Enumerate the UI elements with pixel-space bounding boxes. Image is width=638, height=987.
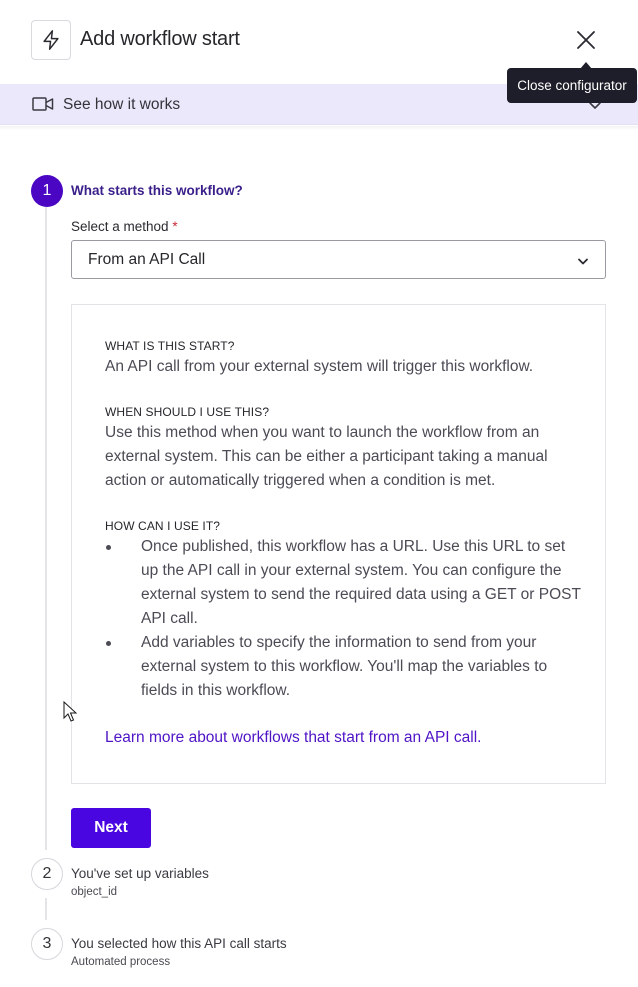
method-select-value: From an API Call [88,251,206,268]
next-button[interactable]: Next [71,808,151,848]
close-configurator-tooltip: Close configurator [507,68,637,103]
step-connector-2 [45,898,47,920]
how-bullet-2: Add variables to specify the information to send from your external system to this workflow. You'll map the variables to fields in this workflow. [141,634,548,699]
step-3-indicator: 3 [31,928,63,960]
what-text: An API call from your external system will trigger this workflow. [105,358,534,375]
step-3-title: You selected how this API call starts [71,936,287,951]
configurator-title: Add workflow start [80,28,240,50]
see-how-it-works-label: See how it works [63,96,181,113]
method-select[interactable] [71,240,606,279]
step-2-indicator: 2 [31,858,63,890]
method-info-panel [71,304,606,784]
what-heading: WHAT IS THIS START? [105,339,235,353]
method-select-label-text: Select a method [71,219,169,234]
step-connector-1 [45,206,47,850]
header-shadow [0,126,638,130]
lightning-bolt-icon [31,20,71,60]
bullet-dot [106,545,111,550]
video-camera-icon [32,96,54,117]
close-configurator-button[interactable] [570,24,602,56]
required-marker: * [172,219,178,234]
bullet-dot [106,641,111,646]
how-heading: HOW CAN I USE IT? [105,519,221,533]
step-3-subtitle: Automated process [71,956,171,968]
how-bullet-1: Once published, this workflow has a URL. Use this URL to set up the API call in your external system. You can configure the external system to send the required data using a GET or POST API call. [141,538,581,627]
method-select-label [71,219,178,234]
mouse-cursor-icon [63,701,77,728]
when-heading: WHEN SHOULD I USE THIS? [105,405,270,419]
step-2-title: You've set up variables [71,866,209,881]
when-text: Use this method when you want to launch the workflow from an external system. This can be either a participant taking a manual action or automatically triggered when a condition is met. [105,424,548,489]
step-1-title: What starts this workflow? [71,183,243,198]
close-icon [576,30,596,50]
learn-more-link[interactable]: Learn more about workflows that start from an API call. [105,729,482,746]
step-2-subtitle: object_id [71,886,118,898]
step-1-indicator: 1 [31,175,63,207]
chevron-down-icon [577,254,589,272]
